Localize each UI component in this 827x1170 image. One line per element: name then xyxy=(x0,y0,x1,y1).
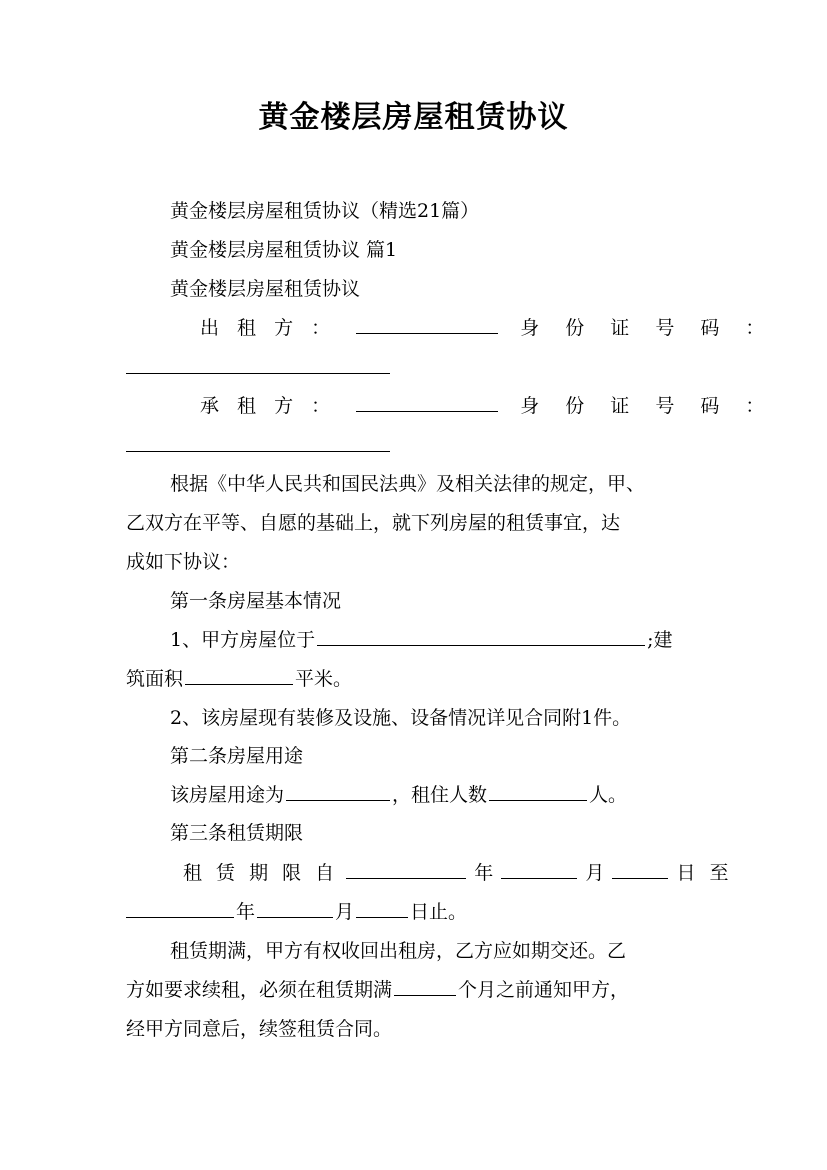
lessor-id-blank xyxy=(126,355,390,374)
tenant-id-label: 身 份 证 号 码 ： xyxy=(520,395,775,417)
start-month-blank xyxy=(501,860,577,879)
period-line-2 xyxy=(126,899,716,925)
lessor-name-blank xyxy=(356,315,498,334)
lessor-label: 出 租 方 ： xyxy=(200,317,337,339)
end-year-blank xyxy=(126,899,234,918)
article-3-title: 第三条租赁期限 xyxy=(170,822,304,844)
renewal-label: 方如要求续租，必须在租赁期满 xyxy=(126,979,393,1001)
area-blank xyxy=(185,666,293,685)
renewal-suffix: 个月之前通知甲方， xyxy=(458,979,630,1001)
renewal-months-blank xyxy=(394,977,456,996)
location-suffix: ;建 xyxy=(647,629,673,651)
article-2-title: 第二条房屋用途 xyxy=(170,745,304,767)
location-label: 1、甲方房屋位于 xyxy=(170,629,316,651)
article-1-item-1 xyxy=(170,627,760,653)
start-year-label: 年 xyxy=(474,862,494,884)
tenant-id-line xyxy=(126,433,716,459)
tenant-id-blank xyxy=(126,433,390,452)
end-month-blank xyxy=(257,899,333,918)
lessor-id-label: 身 份 证 号 码 ： xyxy=(520,317,775,339)
end-month-label: 月 xyxy=(335,901,355,923)
term-line-3: 经甲方同意后，续签租赁合同。 xyxy=(126,1018,393,1040)
usage-blank xyxy=(286,782,390,801)
term-line-1: 租赁期满，甲方有权收回出租房，乙方应如期交还。乙 xyxy=(170,940,627,962)
location-blank xyxy=(317,627,645,646)
term-line-2 xyxy=(126,977,716,1003)
intro-line-2: 乙双方在平等、自愿的基础上，就下列房屋的租赁事宜，达 xyxy=(126,512,621,534)
occupants-unit: 人。 xyxy=(589,784,628,806)
occupants-label: ，租住人数 xyxy=(392,784,488,806)
end-day-blank xyxy=(356,899,408,918)
article-1-item-1-cont xyxy=(126,666,716,692)
start-year-blank xyxy=(346,860,466,879)
end-day-label: 日止。 xyxy=(410,901,468,923)
document-title: 黄金楼层房屋租赁协议 xyxy=(258,100,569,135)
usage-label: 该房屋用途为 xyxy=(170,784,285,806)
start-month-label: 月 xyxy=(585,862,605,884)
occupants-blank xyxy=(489,782,587,801)
start-day-label: 日 至 xyxy=(676,862,733,884)
area-unit: 平米。 xyxy=(295,668,353,690)
area-label: 筑面积 xyxy=(126,668,184,690)
article-1-title: 第一条房屋基本情况 xyxy=(170,590,342,612)
section-heading: 黄金楼层房屋租赁协议 xyxy=(170,278,361,300)
subtitle: 黄金楼层房屋租赁协议（精选21篇） xyxy=(170,200,480,222)
end-year-label: 年 xyxy=(236,901,256,923)
intro-line-3: 成如下协议： xyxy=(126,551,241,573)
lessor-line xyxy=(200,315,790,341)
article-1-item-2: 2、该房屋现有装修及设施、设备情况详见合同附1件。 xyxy=(170,707,632,729)
tenant-label: 承 租 方 ： xyxy=(200,395,337,417)
start-day-blank xyxy=(612,860,668,879)
tenant-line xyxy=(200,393,790,419)
tenant-name-blank xyxy=(356,393,498,412)
chapter-heading: 黄金楼层房屋租赁协议 篇1 xyxy=(170,239,398,261)
article-2-body xyxy=(170,782,760,808)
period-from-label: 租 赁 期 限 自 xyxy=(183,862,339,884)
lessor-id-line xyxy=(126,355,716,381)
period-line-1 xyxy=(183,860,773,886)
intro-line-1: 根据《中华人民共和国民法典》及相关法律的规定，甲、 xyxy=(170,473,646,495)
